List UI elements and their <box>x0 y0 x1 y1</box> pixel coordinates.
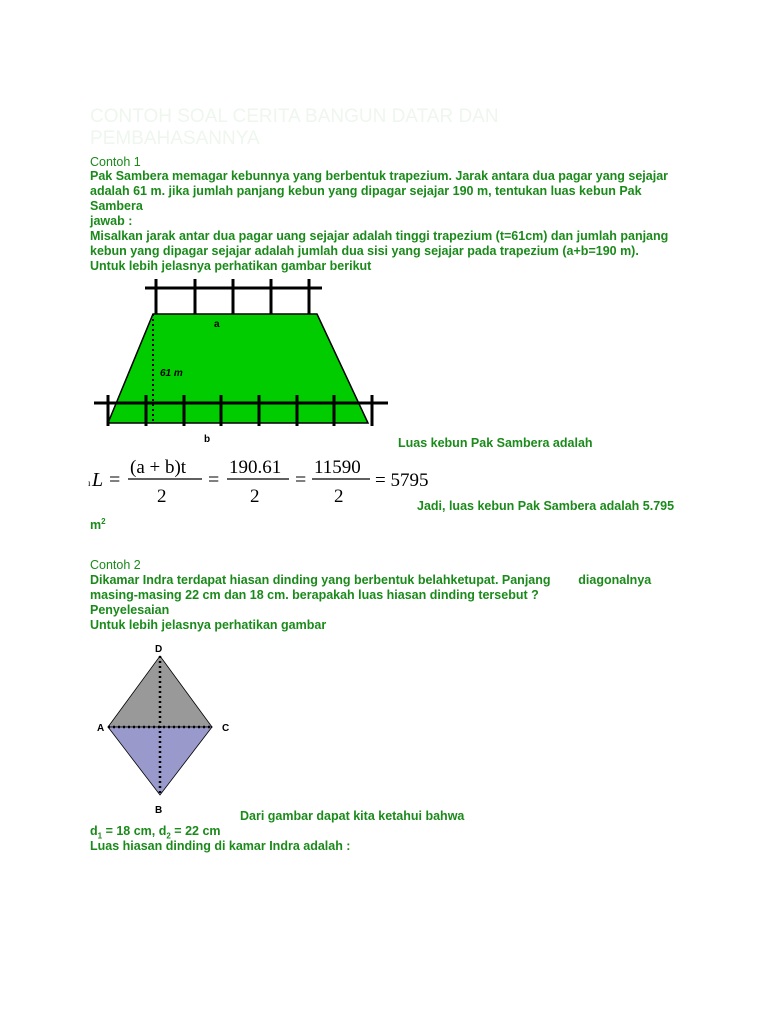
d1-value: = 18 cm, <box>102 824 159 838</box>
contoh1-explain-line3: Untuk lebih jelasnya perhatikan gambar berikut <box>90 259 372 273</box>
formula-num1: (a + b)t <box>130 457 187 478</box>
contoh1-heading: Contoh 1 <box>90 155 141 169</box>
label-height: 61 m <box>160 368 183 379</box>
formula-result: = 5795 <box>375 470 429 491</box>
unit-m: m <box>90 518 102 533</box>
formula-cursor-mark: ı <box>88 478 91 488</box>
rhombus-figure <box>94 640 244 818</box>
label-a: a <box>214 319 220 330</box>
d2-value: = 22 cm <box>170 824 221 838</box>
d1-sub: 1 <box>97 831 103 841</box>
trapezium-fence-figure <box>90 276 400 448</box>
formula-num3: 11590 <box>314 457 361 478</box>
formula-den2: 2 <box>250 486 260 507</box>
label-d: D <box>155 644 163 655</box>
contoh1-jawab: jawab : <box>90 214 133 228</box>
contoh2-lihat-gambar: Untuk lebih jelasnya perhatikan gambar <box>90 618 327 632</box>
dari-gambar-text: Dari gambar dapat kita ketahui bahwa <box>240 809 465 823</box>
label-a: A <box>97 723 105 734</box>
contoh2-question-line1: Dikamar Indra terdapat hiasan dinding yang berbentuk belahketupat. Panjang diagonalnya <box>90 573 652 587</box>
page-title: CONTOH SOAL CERITA BANGUN DATAR DAN PEMBAHASANNYA <box>90 106 499 149</box>
d1-symbol: d <box>90 824 98 838</box>
formula-lhs: L = <box>92 469 122 491</box>
d2-symbol: d <box>158 824 167 838</box>
contoh1-question-line1: Pak Sambera memagar kebunnya yang berbentuk trapezium. Jarak antara dua pagar yang sejajar <box>90 169 669 183</box>
label-b: b <box>204 434 211 445</box>
formula-den3: 2 <box>334 486 344 507</box>
formula-den1: 2 <box>157 486 167 507</box>
area-formula <box>88 452 429 508</box>
unit-sup: 2 <box>101 517 106 526</box>
contoh1-explain-line2: kebun yang dipagar sejajar adalah jumlah dua sisi yang sejajar pada trapezium (a+b=190 m). <box>90 244 639 258</box>
contoh2-question-line2: masing-masing 22 cm dan 18 cm. berapakah luas hiasan dinding tersebut ? <box>90 588 539 602</box>
formula-num2: 190.61 <box>229 457 282 478</box>
formula-eq2: = <box>295 469 307 491</box>
conclusion-text: Jadi, luas kebun Pak Sambera adalah 5.795 <box>417 499 675 513</box>
contoh1-explain-line1: Misalkan jarak antar dua pagar uang sejajar adalah tinggi trapezium (t=61cm) dan jumlah panjang <box>90 229 669 243</box>
d2-sub: 2 <box>166 831 171 841</box>
luas-hiasan-text: Luas hiasan dinding di kamar Indra adalah : <box>90 839 351 853</box>
contoh2-heading: Contoh 2 <box>90 558 141 572</box>
label-c: C <box>222 723 230 734</box>
area-unit <box>90 514 690 533</box>
formula-eq1: = <box>208 469 220 491</box>
contoh1-question-line2: adalah 61 m. jika jumlah panjang kebun yang dipagar sejajar 190 m, tentukan luas kebun Pak <box>90 184 642 198</box>
contoh1-question-line3: Sambera <box>90 199 143 213</box>
label-b: B <box>155 805 163 816</box>
contoh2-penyelesaian: Penyelesaian <box>90 603 170 617</box>
luas-kebun-label: Luas kebun Pak Sambera adalah <box>398 436 593 450</box>
